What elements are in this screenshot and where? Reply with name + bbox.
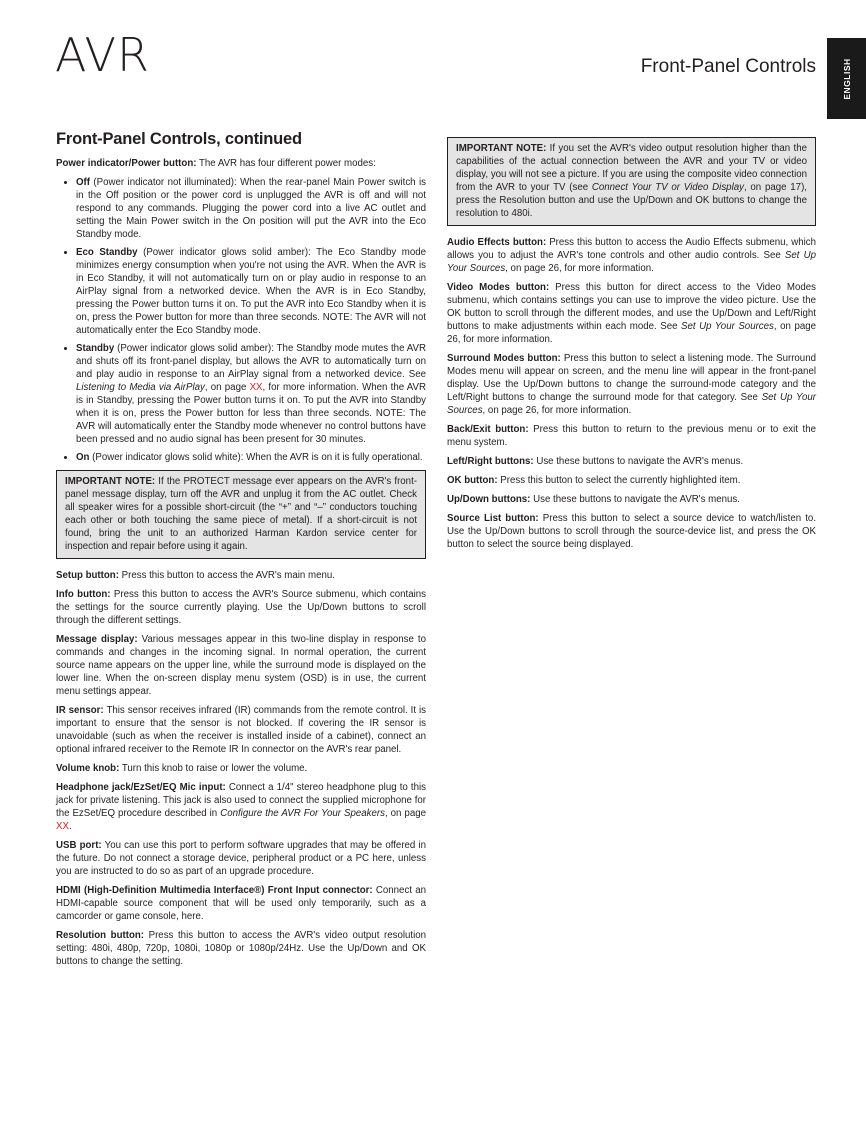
language-tab [827, 38, 866, 119]
list-item [76, 451, 426, 464]
ok-text: Press this button to select the currently highlighted item. [497, 475, 741, 486]
cross-reference: Connect Your TV or Video Display [591, 182, 744, 193]
important-note-protect [56, 470, 426, 559]
list-item [76, 246, 426, 337]
up-down-text: Use these buttons to navigate the AVR's menus. [530, 494, 740, 505]
audio-effects-text: , on page 26, for more information. [505, 263, 654, 274]
power-label: Power indicator/Power button: [56, 158, 197, 169]
message-text: Various messages appear in this two-line display in response to commands and changes in the incoming signal. In normal operation, the current source name appears on the upper line, while the surround mode is displayed on the lower line. When the on-screen display menu system (OSD) is in use, the current menu settings appear. [56, 634, 426, 697]
important-text: If you set the AVR's video output resolution higher than the capabilities of the actual connection between the AVR and your TV or video display, you will not see a picture. If you are using the composite video connection from the AVR to your TV (see [456, 143, 807, 193]
back-exit-text: Press this button to return to the previous menu or to exit the menu system. [447, 424, 816, 448]
headphone-text: Connect a 1/4" stereo headphone plug to this jack for private listening. This jack is also used to connect the supplied microphone for the EzSet/EQ procedure described in [56, 782, 427, 819]
message-paragraph [56, 633, 426, 698]
important-text: If the PROTECT message ever appears on the AVR's front-panel message display, turn off the AVR and unplug it from the AC outlet. Check all speaker wires for a possible short-circuit (the “+” and “–” conductors touching each other or both touching the same piece of metal). If a short-circuit is not found, bring the unit to an authorized Harman Kardon service center for inspection and repair before using it again. [65, 476, 417, 552]
list-item [76, 342, 426, 446]
setup-paragraph [56, 569, 426, 582]
resolution-text: Press this button to access the AVR's video output resolution setting: 480i, 480p, 720p, 1080i, 1080p or 1080p/24Hz. Use the Up/Down and OK buttons to change the setting. [56, 930, 427, 967]
info-paragraph [56, 588, 426, 627]
source-list-label: Source List button: [447, 513, 539, 524]
usb-paragraph [56, 839, 426, 878]
audio-effects-paragraph [447, 236, 816, 275]
mode-text: , on page [204, 382, 250, 393]
mode-term: Eco Standby [76, 247, 138, 258]
volume-paragraph [56, 762, 426, 775]
video-modes-label: Video Modes button: [447, 282, 550, 293]
info-label: Info button: [56, 589, 111, 600]
video-modes-paragraph [447, 281, 816, 346]
page-placeholder: XX [56, 821, 69, 832]
left-right-paragraph [447, 455, 816, 468]
mode-text: (Power indicator glows solid amber): The Eco Standby mode minimizes energy consumption when you're not using the AVR. When the AVR is in Eco Standby, it will not automatically turn on or play audio in response to an AirPlay signal from a networked device. When the AVR is in Eco Standby, pressing the Power button turns it on. To put the AVR into Eco Standby when it is on, press the Power button for more than three seconds. NOTE: The AVR will not automatically enter the Eco Standby mode. [76, 247, 426, 336]
mode-text: (Power indicator glows solid amber): The Standby mode mutes the AVR and shuts off its front-panel display, but allows the AVR to automatically turn on and play audio in response to an AirPlay signal from a networked device. See [76, 343, 426, 380]
audio-effects-text: Press this button to access the Audio Effects submenu, which allows you to adjust the AVR's tone controls and other audio controls. See [447, 237, 816, 261]
hdmi-paragraph [56, 884, 426, 923]
headphone-label: Headphone jack/EzSet/EQ Mic input: [56, 782, 226, 793]
surround-modes-text: , on page 26, for more information. [482, 405, 632, 416]
left-right-label: Left/Right buttons: [447, 456, 534, 467]
important-text: , on page 17), press the Resolution button and use the Up/Down and OK buttons to change the resolution to 480i. [456, 182, 807, 219]
language-tab-label: ENGLISH [841, 57, 852, 100]
usb-text: You can use this port to perform software upgrades that may be offered in the future. Do not connect a storage device, peripheral product or a PC here, unless you are instructed to do so as part of an upgrade procedure. [56, 840, 426, 877]
headphone-paragraph [56, 781, 426, 833]
up-down-paragraph [447, 493, 816, 506]
important-label: IMPORTANT NOTE: [65, 476, 156, 487]
mode-text: (Power indicator not illuminated): When the rear-panel Main Power switch is in the Off position or the power cord is unplugged the AVR is off and will not respond to any commands. Plugging the power cord into a live AC outlet and setting the Main Power switch in the On position will put the AVR into the Eco Standby mode. [76, 177, 426, 240]
cross-reference: Set Up Your Sources [681, 321, 774, 332]
list-item [76, 176, 426, 241]
section-title: Front-Panel Controls [640, 56, 816, 77]
source-list-text: Press this button to select a source device to watch/listen to. Use the Up/Down buttons to scroll through the source-device list, and press the OK button to select the source being displayed. [447, 513, 817, 550]
power-modes-list [56, 176, 426, 464]
resolution-label: Resolution button: [56, 930, 145, 941]
hdmi-text: Connect an HDMI-capable source component that will be used only temporarily, such as a camcorder or game console, here. [56, 885, 426, 922]
audio-effects-label: Audio Effects button: [447, 237, 547, 248]
power-text: The AVR has four different power modes: [196, 158, 376, 169]
setup-label: Setup button: [56, 570, 119, 581]
important-label: IMPORTANT NOTE: [456, 143, 547, 154]
back-exit-label: Back/Exit button: [447, 424, 529, 435]
headphone-text: . [68, 821, 72, 832]
hdmi-label: HDMI (High-Definition Multimedia Interface®) Front Input connector: [56, 885, 373, 896]
right-column [447, 137, 816, 557]
message-label: Message display: [56, 634, 138, 645]
power-paragraph [56, 157, 426, 170]
headphone-text: , on page [384, 808, 426, 819]
surround-modes-label: Surround Modes button: [447, 353, 561, 364]
page-heading: Front-Panel Controls, continued [56, 130, 302, 148]
mode-text: , for more information. When the AVR is in Standby, pressing the Power button turns it on. To put the AVR into Standby when it is on, press the Power button for less than three seconds. NOTE: The AVR will automatically enter the Standby mode whenever no control buttons have been pressed and no audio signal has been present for 30 minutes. [76, 382, 426, 445]
cross-reference: Listening to Media via AirPlay [76, 382, 205, 393]
usb-label: USB port: [56, 840, 102, 851]
resolution-paragraph [56, 929, 426, 968]
back-exit-paragraph [447, 423, 816, 449]
cross-reference: Set Up Your Sources [447, 392, 816, 416]
important-note-resolution [447, 137, 816, 226]
cross-reference: Configure the AVR For Your Speakers [220, 808, 385, 819]
ir-text: This sensor receives infrared (IR) commands from the remote control. It is important to ensure that the sensor is not blocked. If covering the IR sensor is unavoidable (such as when the receiver is installed inside of a cabinet), connect an optional infrared receiver to the Remote IR In connector on the AVR's rear panel. [56, 705, 427, 755]
cross-reference: Set Up Your Sources [447, 250, 816, 274]
source-list-paragraph [447, 512, 816, 551]
ok-paragraph [447, 474, 816, 487]
mode-text: (Power indicator glows solid white): When the AVR is on it is fully operational. [89, 452, 423, 463]
volume-label: Volume knob: [56, 763, 120, 774]
mode-term: Off [76, 177, 90, 188]
video-modes-text: Press this button for direct access to the Video Modes submenu, which contains settings you can use to improve the video picture. Use the OK button to scroll through the different modes, and use the Up/Down and Left/Right buttons to make adjustments within each mode. See [447, 282, 816, 332]
volume-text: Turn this knob to raise or lower the volume. [119, 763, 308, 774]
ok-label: OK button: [447, 475, 498, 486]
page-placeholder: XX [249, 382, 263, 393]
setup-text: Press this button to access the AVR's main menu. [118, 570, 335, 581]
left-right-text: Use these buttons to navigate the AVR's menus. [533, 456, 744, 467]
avr-logo: AVR [55, 28, 150, 82]
left-column [56, 130, 426, 974]
ir-paragraph [56, 704, 426, 756]
video-modes-text: , on page 26, for more information. [447, 321, 816, 345]
mode-term: On [76, 452, 90, 463]
info-text: Press this button to access the AVR's Source submenu, which contains the settings for the source currently playing. Use the Up/Down buttons to scroll through the different settings. [56, 589, 426, 626]
up-down-label: Up/Down buttons: [447, 494, 531, 505]
ir-label: IR sensor: [56, 705, 104, 716]
surround-modes-paragraph [447, 352, 816, 417]
mode-term: Standby [76, 343, 115, 354]
surround-modes-text: Press this button to select a listening mode. The Surround Modes menu will appear on screen, and the menu line will appear in the front-panel display. Use the Up/Down buttons to change the surround-mode category and the Left/Right buttons to change the surround mode for that category. See [447, 353, 816, 403]
